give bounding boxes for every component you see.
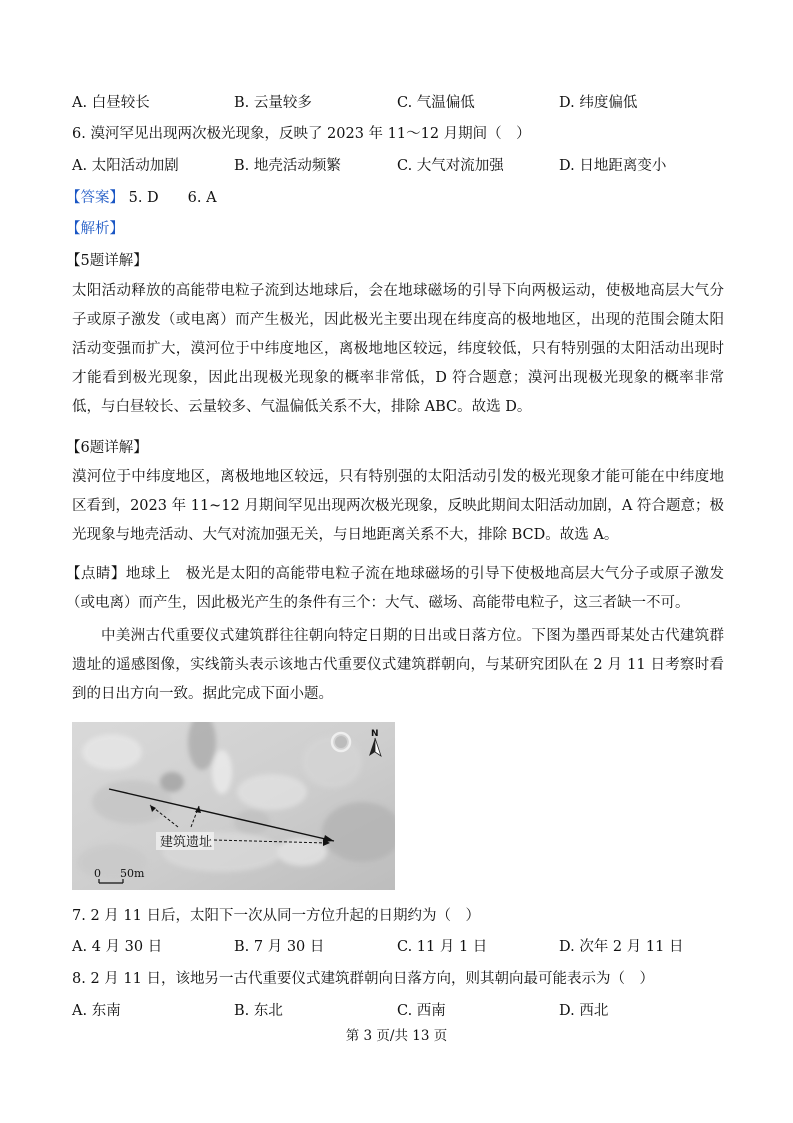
scale-zero: 0 (94, 867, 101, 880)
q7-option-a: A. 4 月 30 日 (72, 939, 163, 955)
q8-option-b: B. 东北 (234, 1003, 283, 1019)
detail5-text: 太阳活动释放的高能带电粒子流到达地球后，会在地球磁场的引导下向两极运动，使极地高层大气分子或原子激发（或电离）而产生极光，因此极光主要出现在纬度高的极地地区，出现的范围会随太阳活动变强而扩大，漠河位于中纬度地区，离极地地区较远，纬度较低，只有特别强的太阳活动出现时才能看到极光现象，因此出现极光现象的概率非常低，D 符合题意；漠河出现极光现象的概率非常低，与白昼较长、云量较多、气温偏低关系不大，排除 ABC。故选 D。 (72, 283, 724, 415)
detail6-label: 【6题详解】 (66, 440, 148, 456)
scale-length: 50m (120, 867, 145, 880)
q5-option-b: B. 云量较多 (234, 95, 312, 111)
detail5-label: 【5题详解】 (66, 253, 148, 269)
q7-option-c: C. 11 月 1 日 (397, 939, 488, 955)
q8-option-c: C. 西南 (397, 1003, 446, 1019)
answer-text: 5. D 6. A (128, 190, 217, 206)
answer-label: 【答案】 (66, 190, 124, 206)
answer-line (66, 188, 716, 208)
q5-option-d: D. 纬度偏低 (559, 95, 638, 111)
q8-option-d: D. 西北 (559, 1003, 609, 1019)
q7-option-d: D. 次年 2 月 11 日 (559, 939, 684, 955)
q5-option-a: A. 白昼较长 (72, 95, 150, 111)
q6-option-c: C. 大气对流加强 (397, 158, 504, 174)
tip-text: 地球上 极光是太阳的高能带电粒子流在地球磁场的引导下使极地高层大气分子或原子激发（或电离）而产生，因此极光产生的条件有三个：大气、磁场、高能带电粒子，这三者缺一不可。 (66, 566, 725, 611)
q8-option-a: A. 东南 (72, 1003, 121, 1019)
site-label: 建筑遗址 (160, 835, 213, 850)
remote-sensing-figure (72, 722, 395, 890)
q6-option-b: B. 地壳活动频繁 (234, 158, 341, 174)
q6-option-a: A. 太阳活动加剧 (72, 158, 179, 174)
q5-option-c: C. 气温偏低 (397, 95, 475, 111)
tip-label: 【点睛】 (66, 566, 126, 582)
q6-stem: 6. 漠河罕见出现两次极光现象，反映了 2023 年 11～12 月期间（ ） (72, 126, 531, 142)
q8-stem: 8. 2 月 11 日，该地另一古代重要仪式建筑群朝向日落方向，则其朝向最可能表示为（ ） (72, 971, 654, 987)
page-footer: 第 3 页/共 13 页 (345, 1028, 448, 1044)
q7-option-b: B. 7 月 30 日 (234, 939, 325, 955)
intro-paragraph: 中美洲古代重要仪式建筑群往往朝向特定日期的日出或日落方位。下图为墨西哥某处古代建筑群遗址的遥感图像，实线箭头表示该地古代重要仪式建筑群朝向，与某研究团队在 2 月 11 日考察时看到的日出方向一致。据此完成下面小题。 (72, 628, 724, 702)
q6-option-d: D. 日地距离变小 (559, 158, 667, 174)
terrain-image (72, 722, 395, 890)
analysis-label: 【解析】 (66, 221, 124, 237)
tip-paragraph (66, 560, 724, 618)
detail6-text: 漠河位于中纬度地区，离极地地区较远，只有特别强的太阳活动引发的极光现象才能可能在中纬度地区看到，2023 年 11~12 月期间罕见出现两次极光现象，反映此期间太阳活动加剧，A 符合题意；极光现象与地壳活动、大气对流加强无关，与日地距离关系不大，排除 BCD。故选 A。 (72, 469, 724, 543)
q7-stem: 7. 2 月 11 日后，太阳下一次从同一方位升起的日期约为（ ） (72, 908, 480, 924)
north-label: N (371, 729, 379, 739)
